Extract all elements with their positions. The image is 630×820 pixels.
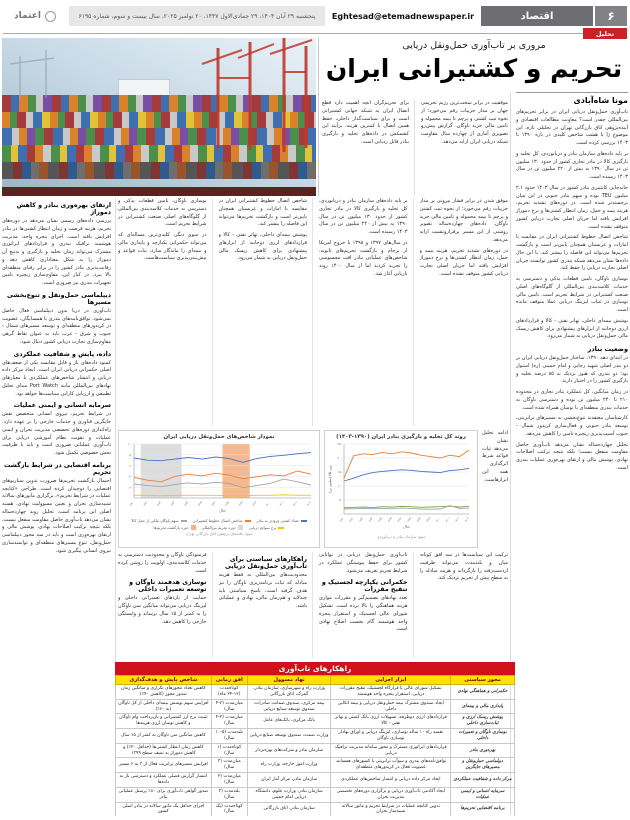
table-cell: میان‌مدت (۲-۴ سال) [211,714,247,729]
svg-text:۴۰: ۴۰ [129,474,133,479]
table-cell: کاهش میانگین سن ناوگان به کمتر از ۱۵ سال [116,729,212,744]
table-cell: ایجاد صندوق مشترک بیمه حمل‌ونقل دریایی و بیمه اتکایی داخلی [331,699,451,714]
table-cell: کوتاه‌مدت (۱۲-۲۴ ماه) [211,685,247,700]
body-paragraph: ترکیب این سیاست‌ها در سه افق کوتاه، میان و بلندمدت می‌تواند ظرفیت ازدست‌رفته را بازگرداند و هزینه مبادله را به سطح پیش از تحریم نزدیک کند. [419,552,508,582]
subsection-heading: نوسازی هدفمند ناوگان و توسعه تعمیرات داخلی [129,579,207,594]
table-row [116,802,515,816]
chart-port-throughput [324,430,478,548]
body-paragraph: تاب‌آوری در دریا بدون دیپلماسی فعال حاصل نمی‌شود. توافق‌نامه‌های بندری با همسایگان، عضویت در کریدورهای منطقه‌ای و توسعه مسیرهای شمال - جنوب و شرق - غرب باید به عنوان نقاط گرهی مقاوم‌سازی تجارت دریایی کشور دنبال شود. [2,307,111,345]
table-cell: کاهش تعداد مجوزهای تکراری و میانگین زمان صدور مجوز (کاهش ۴۰٪) [116,685,212,700]
subsection-heading: دیپلماسی حمل‌ونقل و تنوع‌بخشی مسیرها [6,291,111,306]
table-cell: میان‌مدت (۲ سال) [211,773,247,788]
body-paragraph: موفق شدن در برابر فشار بیرونی بر مدار جزییات رقم می‌خورد؛ از نحوه ثبت کشتی و پرچم تا بیمه محموله و تامین مالی خرید ناوگان. داده‌های چهارده‌ساله تصویر روشنی از این مسیر پرفرازونشیب ارایه می‌دهد. [419,198,508,243]
svg-text:۱۰۰: ۱۰۰ [127,442,133,447]
table-cell: سازمان بنادر، وزارت علوم، دانشگاه دریایی امام خمینی [247,787,331,802]
body-paragraph: حمایت از یاردهای تعمیراتی داخلی و لیزینگ دریایی می‌تواند میانگین سن ناوگان را به کمتر از ۱۵ سال برساند و وابستگی خارجی را کاهش دهد. [118,595,207,625]
port-cranes-graphic [2,38,316,196]
article-photo-container-ship [2,38,316,196]
subsection-heading: برنامه اقتضایی در شرایط بازگشت تحریم [4,461,111,476]
svg-text:۵۰: ۵۰ [339,498,343,503]
table-cell: میان‌مدت (۲-۴ سال) [211,699,247,714]
legend-item-band: دوره بازگشت تحریم‌ها [154,525,196,530]
table-row [116,743,515,758]
page-title: تحریم و کشتیرانی ایران [325,54,623,83]
subsection-heading: ارتقای بهره‌وری بنادر و کاهش دموراژ [16,202,111,216]
svg-text:۱۴۰۲: ۱۴۰۲ [454,516,461,524]
table-cell: بلندمدت (۵-۱۰ سال) [211,729,247,744]
svg-text:۱۳۹۰: ۱۳۹۰ [339,516,345,524]
svg-text:۱۳۹۷: ۱۳۹۷ [406,516,413,524]
table-cell: تشکیل شورای عالی یا قرارگاه لجستیک، تنقیح مقررات دریایی، استقرار پنجره واحد هوشمند [331,685,451,700]
svg-text:۱۴۰۱: ۱۴۰۱ [278,500,285,508]
table-cell: اجرای حداقل یک مانور سالانه در بنادر اصلی کشور [116,802,212,816]
table-column-header: ابزار اجرایی [331,676,451,685]
chart-maritime-indicators [118,430,320,548]
svg-text:۱۴۰۰: ۱۴۰۰ [435,516,441,524]
legend-item: نرخ سوانح دریایی [249,525,285,530]
chart-source: منبع: یافته‌های پژوهش اتاق بازرگانی تهران [185,531,253,536]
svg-text:۱۳۹۳: ۱۳۹۳ [368,516,374,524]
table-cell: کوتاه‌مدت (۱ سال) [211,743,247,758]
table-cell: قراردادهای ارزی دوطرفه، تسهیلات ارزی بانک کشتی و تهاتر نفتی - کالا [331,714,451,729]
body-paragraph: احتمال بازگشت تحریم‌ها ضرورت تدوین سناریوهای اقتضایی را دوچندان کرده است. طراحی «کتابچه عملیات در شرایط تحریم»، برگزاری مانورهای سالانه شبیه‌سازی بحران و تعیین مسوولیت نهادی، هسته اصلی این برنامه است. تحلیل روند چهارده‌ساله نشان می‌دهد تاب‌آوری حاصل مقاومت منفعل نیست، بلکه نتیجه ترکیب اصلاحات نهادی، پوشش مالی و ارتقای بهره‌وری است و باید در سه محور دیپلماسی حمل‌ونقل، تنوع مسیرهای منطقه‌ای و توانمندسازی نیروی انسانی پیگیری شود. [2,477,111,554]
legend-item: شاخص اتصال خطوط کشتیرانی [193,518,251,523]
svg-text:۱۳۹۵: ۱۳۹۵ [197,500,203,508]
body-paragraph: فرسودگی ناوگان و محدودیت دسترسی به خدمات کلاسه‌بندی، اولویت را روشن کرده است. [118,552,207,574]
middle-columns-top [118,198,508,426]
table-cell: مرکز داده و شفافیت عملکردی [451,773,515,788]
body-paragraph: بررسی داده‌های رسمی نشان می‌دهد در دوره‌های تحریم، هزینه فرصت و زمان انتظار کشتی‌ها در بنادر افزایش یافته است. اجرای پنجره واحد، مدیریت هوشمند ترافیک بندری و قراردادهای اپراتوری مشترک می‌تواند زمان تخلیه و بارگیری و به‌تبع آن دموراژ را به شکل معناداری کاهش دهد و رقابت‌پذیری بنادر کشور را در برابر رقبای منطقه‌ای بالا ببرد. در کنار این، مقاوم‌سازی زنجیره تامین تجهیزات بندری نیز ضروری است. [2,218,111,286]
body-paragraph: کارشناسان معتقدند تنوع‌بخشی به مسیرهای ترانزیتی، توسعه بنادر جنوبی و فعال‌سازی کریدور شمال - جنوب آسیب‌پذیری زنجیره تامین را کاهش می‌دهد. [516,415,628,437]
svg-text:۱۳۹۷: ۱۳۹۷ [224,500,231,508]
svg-text:۶۰: ۶۰ [129,463,133,468]
subsection-heading: راهکارهای سیاستی برای تاب‌آوری حمل‌ونقل دریایی [224,556,307,570]
intro-paragraph: برای تحریم‌گران آنچه اهمیت دارد قطع اتصال ایران به شبکه جهانی کشتیرانی است و برای سیاست‌گذار داخلی، حفظ همین اتصال با کمترین هزینه. برآیند این کشمکش در داده‌های تخلیه و بارگیری بنادر قابل ردیابی است. [322,100,409,145]
logo-icon [45,11,56,22]
table-row [116,729,515,744]
svg-text:۱۴۰۱: ۱۴۰۱ [444,516,451,524]
intro-paragraph: موفقیت در برابر سخت‌ترین رژیم تحریمی جهان بر مدار جزییات رقم می‌خورد؛ از نحوه ثبت کشتی و پرچم تا بیمه محموله و تامین مالی خرید ناوگان. گزارش پیش‌رو تصویری آماری از چهارده سال مقاومت شبکه دریایی ایران ارایه می‌دهد. [421,100,508,145]
byline: مونا شاه‌آبادی [516,92,628,105]
body-paragraph: تاب‌آوری حمل‌ونقل دریایی ایران در برابر تحریم‌های بین‌المللی چقدر است؟ معاونت مطالعات اقتصادی و آینده‌پژوهی اتاق بازرگانی تهران در تحلیلی تازه، این موضوع را با هشت شاخص کلیدی در بازه ۱۳۹۰ تا ۱۴۰۳ بررسی کرده است. [516,109,628,146]
page-number: ۶ [595,6,627,26]
table-cell: حکمرانی و هماهنگی نهادی [451,685,515,700]
body-paragraph: شاخص اتصال خطوط کشتیرانی ایران در مقایسه با امارات و عربستان همچنان پایین‌تر است و بازگشت تحریم‌ها می‌تواند این فاصله را بیشتر کند. با این حال داده‌ها نشان می‌دهد شبکه بندری کشور توانسته جریان اصلی تجارت دریایی را حفظ کند. [516,234,628,272]
analysis-badge: تحلیل [583,28,627,39]
svg-text:۱۳۹۳: ۱۳۹۳ [170,500,176,508]
table-cell: وزارت صمت، صندوق توسعه صنایع دریایی [247,729,331,744]
table-row [116,699,515,714]
svg-text:۱۴۰۳: ۱۴۰۳ [464,516,470,524]
svg-text:۱۳۹۹: ۱۳۹۹ [251,500,258,508]
subsection-heading: حکمرانی یکپارچه لجستیک و تنقیح مقررات [321,579,408,594]
svg-text:۸۰: ۸۰ [129,453,133,457]
table-cell: تدوین کتابچه عملیات در شرایط تحریم و مانور سالانه شبیه‌ساز بحران [331,802,451,816]
author-column [510,92,628,815]
headline-kicker: مروری بر تاب‌آوری حمل‌ونقل دریایی [402,40,546,51]
svg-text:۱۳۹۵: ۱۳۹۵ [387,516,393,524]
table-cell: توافق‌نامه‌های بندری و سوآپ ترانزیتی با کشورهای همسایه، عضویت فعال در کریدورهای منطقه‌ای [331,758,451,773]
table-cell: سازمان بنادر و شرکت‌های بهره‌بردار [247,743,331,758]
body-paragraph: محدودیت‌های بین‌المللی نه فقط هزینه مبادله که ثبات برنامه‌ریزی ناوگان را نیز هدف گرفته است. پاسخ سیاستی باید چندلایه و هم‌زمان مالی، نهادی و عملیاتی باشد. [218,572,307,609]
svg-text:۱۳۹۶: ۱۳۹۶ [396,516,403,524]
body-paragraph: در شرایط تحریم، نیروی انسانی متخصص نقش جایگزین فناوری و خدمات خارجی را بر عهده دارد. راه‌اندازی دوره‌های تخصصی مدیریت بحران و ایمنی عملیات و تقویت نظام آموزشی دریایی برای تاب‌آوری عملیاتی ضروری است و باید با ظرفیت بخش خصوصی تکمیل شود. [2,411,111,456]
svg-text:۱۳۹۲: ۱۳۹۲ [156,500,163,508]
svg-text:۱۴۰۰: ۱۴۰۰ [265,500,271,508]
table-row [116,787,515,802]
table-cell: وزارت راه و شهرسازی، سازمان بنادر، گمرک، اتاق بازرگانی [247,685,331,700]
table-cell: دیپلماسی حمل‌ونقل و مسیرهای جایگزین [451,758,515,773]
table-cell: ایجاد مرکز داده دریایی و انتشار شاخص‌های عملکردی [331,773,451,788]
svg-text:۱۳۹۱: ۱۳۹۱ [142,500,149,508]
masthead [3,6,627,26]
table-row [116,714,515,729]
table-cell: ایجاد آکادمی تاب‌آوری دریایی و برگزاری دوره‌های تخصصی مدیریت بحران [331,787,451,802]
svg-text:۱۰۰: ۱۰۰ [337,484,343,489]
body-paragraph: تحلیل چهارده‌ساله نشان می‌دهد تاب‌آوری حاصل مقاومت منفعل نیست؛ بلکه نتیجه ترکیب اصلاحات نهادی، پوشش مالی و ارتقای بهره‌وری عملیات بندری است. [516,441,628,471]
table-cell: افزایش سهم پوشش بیمه‌ای داخلی از کل ناوگان (به ۶۰٪) [116,699,212,714]
subsection-heading: سرمایه انسانی و ایمنی عملیات [13,402,111,410]
body-paragraph: ادامه تحلیل نشان می‌دهد ثبات قواعد شرط اثرگذاری همه این ابزارهاست. [482,430,508,483]
legend-item: سهم ناوگان ملکی از حمل کالا [131,518,186,523]
body-paragraph: در سال‌های ۱۳۹۷ و ۱۳۹۸ با خروج امریکا از برجام و بازگشت تحریم‌های ثانویه، شاخص‌های عملیاتی بنادر افت محسوسی را تجربه کردند اما از سال ۱۴۰۰ روند بازیابی آغاز شد. [319,239,408,277]
middle-columns-bottom [118,552,508,658]
table-cell: نقشه راه ۱۰ ساله نوسازی، لیزینگ دریایی و اوراق بهادار نوسازی ناوگان [331,729,451,744]
svg-text:۱۳۹۸: ۱۳۹۸ [238,500,244,508]
table-column-header: شاخص پایش و هدف‌گذاری [116,676,212,685]
body-paragraph: نوسازی ناوگان، تامین قطعات یدکی و دسترسی به خدمات کلاسه‌بندی بین‌المللی از گلوگاه‌های اصلی صنعت کشتیرانی در شرایط تحریم است. تامین مالی نوسازی در غیاب لیزینگ دریایی عملا متوقف مانده است. [516,276,628,313]
svg-text:۱۳۹۲: ۱۳۹۲ [358,516,365,524]
table-cell: پوشش ریسک ارزی و ثبات‌سازی داخلی [451,714,515,729]
body-paragraph: کمبود داده‌های باز و قابل مقایسه یکی از ضعف‌های اصلی حکمرانی دریایی ایران است. ایجاد مرکز داده دریایی و انتشار شاخص‌های عملکردی با معیارهای نهادهای بین‌المللی مانند Port Watch مبنای تحلیل تطبیقی و ارزیابی کارایی سیاست‌ها خواهد بود. [2,359,111,397]
body-paragraph: تعدد نهادهای تصمیم‌گیر و مقررات موازی هزینه هماهنگی را بالا برده است. تشکیل شورای عالی لجستیک و استقرار پنجره واحد هوشمند گام نخست اصلاح نهادی است. [319,595,408,633]
chart-legend [121,518,317,530]
svg-text:۱۴۰۳: ۱۴۰۳ [306,500,312,508]
body-paragraph: در دوره‌های تشدید تحریم، هزینه بیمه و حمل، زمان انتظار کشتی‌ها و نرخ دموراژ افزایش یافته اما جریان اصلی تجارت دریایی کشور متوقف نشده است. [419,247,508,277]
table-cell: بانک مرکزی، بانک‌های عامل [247,714,331,729]
svg-text:۱۴۰۲: ۱۴۰۲ [292,500,299,508]
table-cell: تثبیت نرخ ارز کشتیرانی و بازپرداخت وام ناوگان و کاهش نوسان ارزی هزینه‌ها [116,714,212,729]
body-paragraph: در سوی دیگر، کلیدی‌ترین مساله‌ای که می‌تواند حکمرانی یکپارچه و پایداری مالی و بیمه‌ای را ماندگار سازد، ثبات قواعد و پیش‌بینی‌پذیری سیاست‌هاست. [118,232,207,262]
line-chart-throughput [327,441,473,529]
body-paragraph: تاب‌آوری حمل‌ونقل دریایی در توانایی کشور برای حفظ پیوستگی عملکرد در شرایط تحریم تعریف می‌شود. [319,552,408,574]
table-column-header: افق زمانی [211,676,247,685]
body-paragraph: شاخص اتصال خطوط کشتیرانی ایران در مقایسه با امارات و عربستان همچنان پایین‌تر است و بازگشت تحریم‌ها می‌تواند این فاصله را بیشتر کند. [218,198,307,228]
table-row [116,758,515,773]
svg-text:وزن کالا (میلیون تن): وزن کالا (میلیون تن) [328,465,332,493]
body-paragraph: بر پایه داده‌های سازمان بنادر و دریانوردی، کل تخلیه و بارگیری کالا در بنادر تجاری کشور از حدود ۱۳۰ میلیون تن در سال ۱۳۹۰ به بیش از ۲۲۰ میلیون تن در سال ۱۴۰۳ رسیده است. [319,198,408,235]
svg-text:سال: سال [403,524,410,529]
left-column [2,198,116,815]
section-title: اقتصاد [481,6,593,26]
legend-item: تعداد کشتی ورودی به بنادر [257,518,307,523]
table-cell: صدور گواهی تاب‌آوری برای ۸۰٪ پرسنل عملیاتی بنادر [116,787,212,802]
body-paragraph: جابه‌جایی کانتینری بنادر کشور در سال ۱۴۰۳ حدود ۲.۱ میلیون TEU بوده و سهم بنادر جنوبی در این میان برجسته‌تر شده است. در دوره‌های تشدید تحریم، هزینه بیمه و حمل، زمان انتظار کشتی‌ها و نرخ دموراژ افزایش یافته اما جریان اصلی تجارت دریایی کشور متوقف نشده است. [516,184,628,230]
table-cell: سازمان بنادر، مرکز آمار ایران [247,773,331,788]
subsection-heading-ports-status: وضعیت بنادر [587,345,628,353]
table-column-header: نهاد مسوول [247,676,331,685]
table-cell: افزایش مسیرهای ترانزیت فعال از ۳ به ۶ مسیر [116,758,212,773]
svg-text:۱۳۹۶: ۱۳۹۶ [210,500,217,508]
line-chart-indicators [121,441,315,513]
svg-text:۰: ۰ [130,496,133,501]
table-cell: بیمه مرکزی، صندوق ضمانت صادرات، صندوق توسعه صنایع دریایی [247,699,331,714]
table-cell: نوسازی ناوگان و تعمیرات داخلی [451,729,515,744]
table-column-header: محور سیاستی [451,676,515,685]
table-cell: بهره‌وری بنادر [451,743,515,758]
section-email-link[interactable]: Eghtesad@etemadnewspaper.ir [327,6,479,26]
body-paragraph: بر پایه داده‌های سازمان بنادر و دریانوردی، کل تخلیه و بارگیری کالا در بنادر تجاری کشور از حدود ۱۳۰ میلیون تن در سال ۱۳۹۰ به بیش از ۲۲۰ میلیون تن در سال ۱۴۰۳ رسیده است. [516,150,628,180]
chart-source: منبع: سازمان بنادر و دریانوردی [376,534,426,539]
table-header-row [116,676,515,685]
logo-text: اعتماد [14,11,41,21]
table-cell: قراردادهای اپراتوری مشترک و محور سامانه مدیریت ترافیک دریایی [331,743,451,758]
chart-title: روند کل تخلیه و بارگیری بنادر ایران (۱۳۹۰-۱۴۰۳) [336,434,466,440]
table-row [116,773,515,788]
column-rule [318,38,319,196]
svg-text:۱۳۹۸: ۱۳۹۸ [416,516,422,524]
table-cell: وزارت امور خارجه، وزارت راه [247,758,331,773]
body-paragraph: پوشش بیمه‌ای داخلی، تهاتر نفتی - کالا و قراردادهای ارزی دوجانبه از ابزارهای پیشنهادی برای کاهش ریسک مالی حمل‌ونقل دریایی به شمار می‌رود. [516,317,628,340]
newspaper-logo [3,6,67,26]
resilience-solutions-table [115,662,515,816]
table-cell: بلندمدت (۳ سال) [211,787,247,802]
svg-text:۰: ۰ [340,512,343,517]
table-cell: سازمان بنادر، اتاق بازرگانی [247,802,331,816]
chart-title: نمودار شاخص‌های حمل‌ونقل دریایی ایران [163,434,275,440]
date-line: پنجشنبه ۲۹ آبان ۱۴۰۴، ۲۹ جمادی‌الاول ۱۴۴۷، ۲۰ نوامبر ۲۰۲۵، سال بیست و سوم، شماره ۶۱۹۵ [69,6,325,26]
narrow-text-strip [482,430,508,548]
table-cell: کوتاه‌مدت (یک سال) [211,802,247,816]
body-paragraph: پوشش بیمه‌ای داخلی، تهاتر نفتی - کالا و قراردادهای ارزی دوجانبه از ابزارهای پیشنهادی برای کاهش ریسک مالی حمل‌ونقل دریایی به شمار می‌رود. [218,232,307,262]
svg-text:۱۵۰: ۱۵۰ [337,470,343,475]
svg-text:۲۰: ۲۰ [129,485,133,490]
table-cell: کاهش زمان انتظار کشتی‌ها (حداقل ۲۰٪) و کاهش دموراژ به نصف سطح ۱۳۹۹ [116,743,212,758]
svg-text:۱۳۹۴: ۱۳۹۴ [377,516,384,524]
legend-item-band: دوره تحریم بین‌المللی [202,525,243,530]
body-paragraph: در زمان میانگین، کل عملکرد بنادر تجاری در محدوده ۲۱۰ تا ۲۴۰ میلیون تن بوده و دسترسی ناوگان به خدمات بندری منطقه‌ای با نوسان همراه شده است. [516,389,628,411]
svg-text:سال: سال [219,508,226,513]
table-cell: انتشار گزارش فصلی عملکرد و دسترسی باز به داده‌ها [116,773,212,788]
svg-text:۱۳۹۹: ۱۳۹۹ [425,516,432,524]
table-cell: برنامه اقتضایی تحریم‌ها [451,802,515,816]
table-cell: سرمایه انسانی و ایمنی عملیات [451,787,515,802]
table-cell: پایداری مالی و بیمه‌ای [451,699,515,714]
headline-block [322,40,626,82]
svg-text:۲۰۰: ۲۰۰ [337,456,343,461]
subsection-heading: داده، پایش و شفافیت عملکردی [13,350,111,358]
body-paragraph: نوسازی ناوگان، تامین قطعات یدکی و دسترسی به خدمات کلاسه‌بندی بین‌المللی از گلوگاه‌های اصلی صنعت کشتیرانی در شرایط تحریم است. [118,198,207,228]
intro-columns [322,100,508,196]
svg-text:۱۳۹۰: ۱۳۹۰ [129,500,135,508]
svg-text:۲۵۰: ۲۵۰ [337,442,343,447]
body-paragraph: در ابتدای دهه ۱۳۹۰، ساختار حمل‌ونقل دریایی ایران بر دو بندر اصلی شهید رجایی و امام خمینی (ره) استوار بود؛ دو بندری که هنوز نزدیک به ۸۵ درصد تخلیه و بارگیری کشور را در اختیار دارند. [516,355,628,385]
table-title: راهکارهای تاب‌آوری [115,662,515,675]
svg-text:۱۳۹۴: ۱۳۹۴ [183,500,190,508]
table-cell: میان‌مدت (۳ سال) [211,758,247,773]
masthead-divider [3,33,627,34]
table-row [116,685,515,700]
svg-text:۱۳۹۱: ۱۳۹۱ [348,516,355,524]
